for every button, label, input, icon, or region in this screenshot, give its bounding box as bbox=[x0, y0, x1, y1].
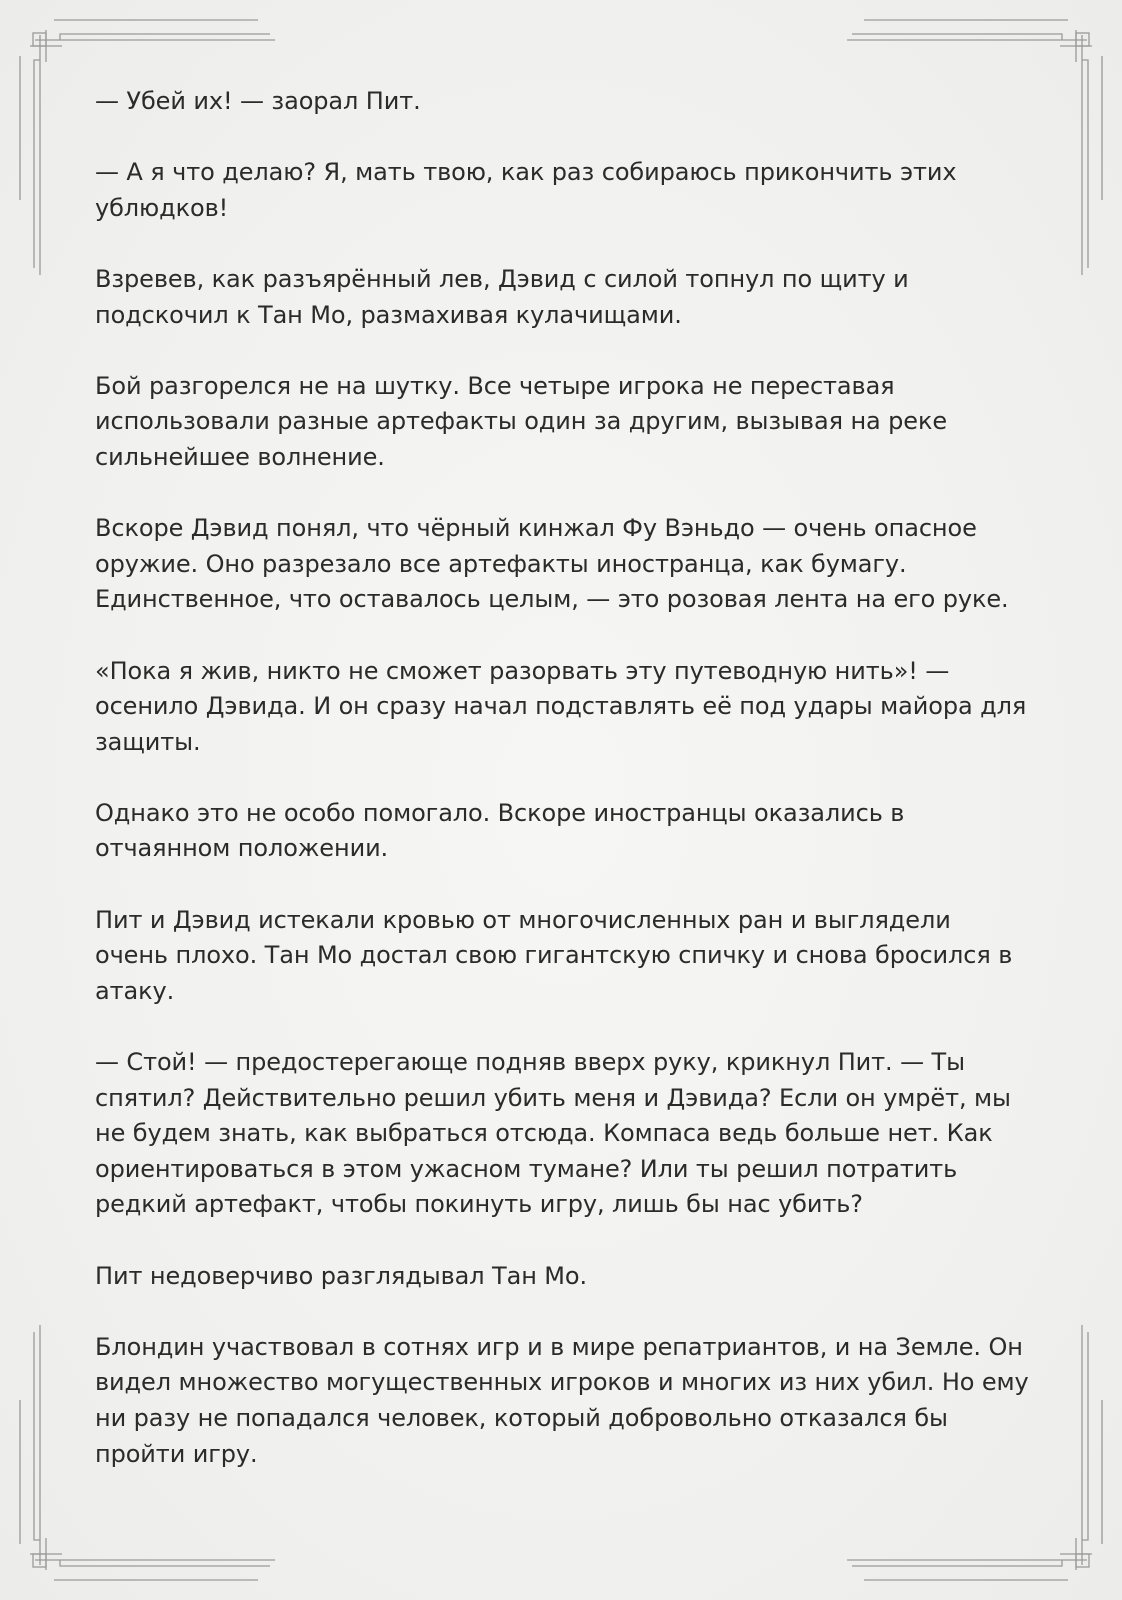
paragraph-7: Однако это не особо помогало. Вскоре иностранцы оказались в отчаянном положении. bbox=[95, 798, 905, 863]
paragraph-10: Пит недоверчиво разглядывал Тан Мо. bbox=[95, 1261, 588, 1290]
paragraph-5: Вскоре Дэвид понял, что чёрный кинжал Фу Вэньдо — очень опасное оружие. Оно разрезало все артефакты иностранца, как бумагу. Единственное, что оставалось целым, — это розовая лента на его руке. bbox=[95, 514, 1009, 614]
paragraph-11: Блондин участвовал в сотнях игр и в мире репатриантов, и на Земле. Он видел множество могущественных игроков и многих из них убил. Но ему ни разу не попадался человек, который добровольно отказался бы пройти игру. bbox=[95, 1332, 1029, 1468]
paragraph-6: «Пока я жив, никто не сможет разорвать эту путеводную нить»! — осенило Дэвида. И он сразу начал подставлять её под удары майора для защиты. bbox=[95, 656, 1027, 756]
paragraph-1: — Убей их! — заорал Пит. bbox=[95, 87, 421, 115]
paragraph-8: Пит и Дэвид истекали кровью от многочисленных ран и выглядели очень плохо. Тан Мо достал свою гигантскую спичку и снова бросился в атаку. bbox=[95, 905, 1013, 1005]
story-text bbox=[95, 84, 1030, 1472]
paragraph-9: — Стой! — предостерегающе подняв вверх руку, крикнул Пит. — Ты спятил? Действительно решил убить меня и Дэвида? Если он умрёт, мы не будем знать, как выбраться отсюда. Компаса ведь больше нет. Как ориентироваться в этом ужасном тумане? Или ты решил потратить редкий артефакт, чтобы покинуть игру, лишь бы нас убить? bbox=[95, 1048, 1011, 1219]
paragraph-3: Взревев, как разъярённый лев, Дэвид с силой топнул по щиту и подскочил к Тан Мо, размахивая кулачищами. bbox=[95, 264, 909, 329]
paragraph-4: Бой разгорелся не на шутку. Все четыре игрока не переставая использовали разные артефакты один за другим, вызывая на реке сильнейшее волнение. bbox=[95, 371, 948, 471]
paragraph-2: — А я что делаю? Я, мать твою, как раз собираюсь прикончить этих ублюдков! bbox=[95, 158, 957, 222]
